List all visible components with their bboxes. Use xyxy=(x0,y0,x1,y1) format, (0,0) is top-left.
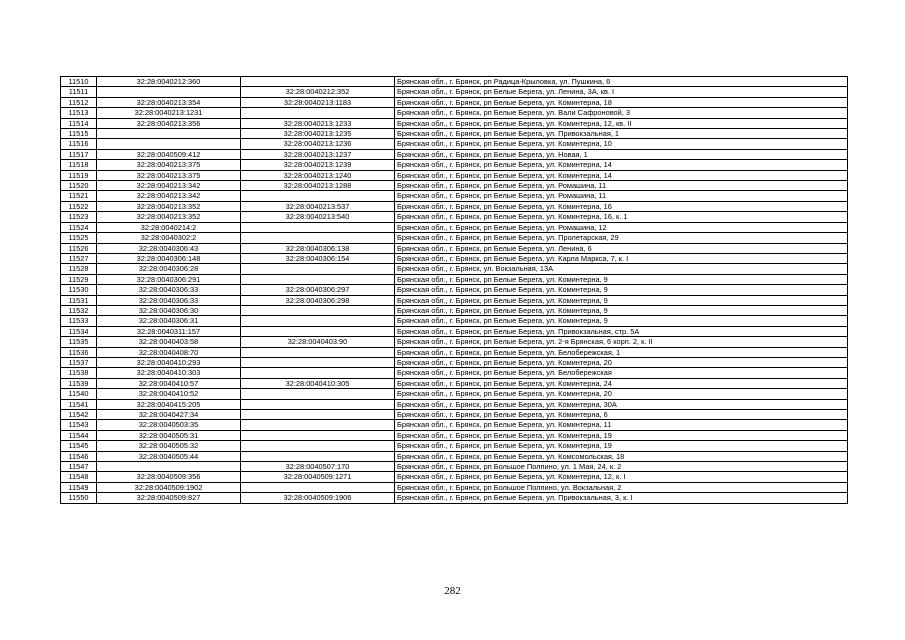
cadastral-number-cell: 32:28:0040306:30 xyxy=(97,305,241,315)
address-cell: Брянская обл., г. Брянск, рп Белые Берега, ул. Коминтерна, 16, к. 1 xyxy=(395,212,848,222)
row-number-cell: 11537 xyxy=(61,357,97,367)
sub-cadastral-number-cell: 32:28:0040213:540 xyxy=(241,212,395,222)
address-cell: Брянская обл., г. Брянск, рп Белые Берега, ул. Коминтерна, 19 xyxy=(395,430,848,440)
address-cell: Брянская обл., г. Брянск, рп Белые Берега, ул. Коминтерна, 14 xyxy=(395,170,848,180)
row-number-cell: 11541 xyxy=(61,399,97,409)
table-row xyxy=(61,295,848,305)
sub-cadastral-number-cell: 32:28:0040509:1906 xyxy=(241,493,395,503)
address-cell: Брянская обл., г. Брянск, рп Белые Берега, ул. Вали Сафроновой, 3 xyxy=(395,108,848,118)
cadastral-number-cell: 32:28:0040505:31 xyxy=(97,430,241,440)
table-row xyxy=(61,493,848,503)
cadastral-number-cell: 32:28:0040306:33 xyxy=(97,295,241,305)
address-cell: Брянская обл., г. Брянск, рп Белые Берега, ул. Коминтерна, 10 xyxy=(395,139,848,149)
table-row xyxy=(61,451,848,461)
row-number-cell: 11515 xyxy=(61,129,97,139)
cadastral-number-cell: 32:28:0040213:342 xyxy=(97,181,241,191)
address-cell: Брянская обл., г. Брянск, рп Белые Берега, ул. Белобережская, 1 xyxy=(395,347,848,357)
sub-cadastral-number-cell xyxy=(241,482,395,492)
address-cell: Брянская обл., г. Брянск, рп Радица-Крыловка, ул. Пушкина, 6 xyxy=(395,77,848,87)
table-row xyxy=(61,212,848,222)
table-row xyxy=(61,181,848,191)
row-number-cell: 11512 xyxy=(61,97,97,107)
sub-cadastral-number-cell xyxy=(241,264,395,274)
table-row xyxy=(61,191,848,201)
address-cell: Брянская обл., г. Брянск, рп Белые Берега, ул. Коминтерна, 12, кв. II xyxy=(395,118,848,128)
table-row xyxy=(61,316,848,326)
row-number-cell: 11525 xyxy=(61,233,97,243)
row-number-cell: 11530 xyxy=(61,285,97,295)
cadastral-number-cell: 32:28:0040509:827 xyxy=(97,493,241,503)
address-cell: Брянская обл., г. Брянск, рп Белые Берега, ул. Коминтерна, 6 xyxy=(395,410,848,420)
row-number-cell: 11516 xyxy=(61,139,97,149)
sub-cadastral-number-cell xyxy=(241,274,395,284)
address-cell: Брянская обл., г. Брянск, рп Белые Берега, ул. Привокзальная, 1 xyxy=(395,129,848,139)
table-row xyxy=(61,305,848,315)
row-number-cell: 11544 xyxy=(61,430,97,440)
row-number-cell: 11518 xyxy=(61,160,97,170)
sub-cadastral-number-cell xyxy=(241,420,395,430)
cadastral-number-cell: 32:28:0040427:34 xyxy=(97,410,241,420)
cadastral-number-cell: 32:28:0040509:1902 xyxy=(97,482,241,492)
cadastral-number-cell: 32:28:0040415:205 xyxy=(97,399,241,409)
table-row xyxy=(61,201,848,211)
row-number-cell: 11534 xyxy=(61,326,97,336)
sub-cadastral-number-cell: 32:28:0040213:1237 xyxy=(241,149,395,159)
cadastral-number-cell: 32:28:0040213:342 xyxy=(97,191,241,201)
row-number-cell: 11527 xyxy=(61,253,97,263)
address-cell: Брянская обл., г. Брянск, рп Белые Берега, ул. Белобережская xyxy=(395,368,848,378)
row-number-cell: 11520 xyxy=(61,181,97,191)
table-row xyxy=(61,399,848,409)
address-cell: Брянская обл., г. Брянск, рп Большое Полпино, ул. Вокзальная, 2 xyxy=(395,482,848,492)
row-number-cell: 11536 xyxy=(61,347,97,357)
sub-cadastral-number-cell: 32:28:0040213:1240 xyxy=(241,170,395,180)
cadastral-number-cell xyxy=(97,129,241,139)
cadastral-number-cell: 32:28:0040213:1231 xyxy=(97,108,241,118)
row-number-cell: 11523 xyxy=(61,212,97,222)
row-number-cell: 11511 xyxy=(61,87,97,97)
sub-cadastral-number-cell xyxy=(241,326,395,336)
address-cell: Брянская обл., г. Брянск, ул. Вокзальная, 13А xyxy=(395,264,848,274)
address-cell: Брянская обл., г. Брянск, рп Белые Берега, ул. Коминтерна, 11 xyxy=(395,420,848,430)
row-number-cell: 11539 xyxy=(61,378,97,388)
table-row xyxy=(61,253,848,263)
sub-cadastral-number-cell xyxy=(241,347,395,357)
address-cell: Брянская обл., г. Брянск, рп Белые Берега, ул. Ленина, 6 xyxy=(395,243,848,253)
row-number-cell: 11526 xyxy=(61,243,97,253)
address-cell: Брянская обл., г. Брянск, рп Белые Берега, ул. Коминтерна, 9 xyxy=(395,295,848,305)
row-number-cell: 11521 xyxy=(61,191,97,201)
table-row xyxy=(61,97,848,107)
cadastral-number-cell: 32:28:0040505:44 xyxy=(97,451,241,461)
sub-cadastral-number-cell: 32:28:0040213:1288 xyxy=(241,181,395,191)
row-number-cell: 11514 xyxy=(61,118,97,128)
table-row xyxy=(61,389,848,399)
row-number-cell: 11522 xyxy=(61,201,97,211)
sub-cadastral-number-cell: 32:28:0040306:298 xyxy=(241,295,395,305)
cadastral-number-cell: 32:28:0040214:2 xyxy=(97,222,241,232)
sub-cadastral-number-cell xyxy=(241,316,395,326)
cadastral-number-cell: 32:28:0040306:148 xyxy=(97,253,241,263)
address-cell: Брянская обл., г. Брянск, рп Белые Берега, ул. Привокзальная, стр. 5А xyxy=(395,326,848,336)
sub-cadastral-number-cell: 32:28:0040306:297 xyxy=(241,285,395,295)
sub-cadastral-number-cell: 32:28:0040212:352 xyxy=(241,87,395,97)
address-cell: Брянская обл., г. Брянск, рп Белые Берега, ул. Коминтерна, 16 xyxy=(395,201,848,211)
table-row xyxy=(61,222,848,232)
sub-cadastral-number-cell xyxy=(241,441,395,451)
address-cell: Брянская обл., г. Брянск, рп Белые Берега, ул. Коминтерна, 9 xyxy=(395,316,848,326)
table-row xyxy=(61,420,848,430)
table-row xyxy=(61,347,848,357)
row-number-cell: 11528 xyxy=(61,264,97,274)
cadastral-number-cell: 32:28:0040509:356 xyxy=(97,472,241,482)
address-cell: Брянская обл., г. Брянск, рп Белые Берега, ул. 2-я Брянская, 6 корп. 2, к. II xyxy=(395,337,848,347)
cadastral-table xyxy=(60,76,848,504)
cadastral-number-cell: 32:28:0040306:31 xyxy=(97,316,241,326)
table-row xyxy=(61,87,848,97)
table-row xyxy=(61,326,848,336)
row-number-cell: 11533 xyxy=(61,316,97,326)
address-cell: Брянская обл., г. Брянск, рп Белые Берега, ул. Привокзальная, 3, к. I xyxy=(395,493,848,503)
page-number: 282 xyxy=(444,585,461,597)
cadastral-number-cell: 32:28:0040213:354 xyxy=(97,97,241,107)
sub-cadastral-number-cell xyxy=(241,305,395,315)
address-cell: Брянская обл., г. Брянск, рп Белые Берега, ул. Ромашина, 11 xyxy=(395,181,848,191)
address-cell: Брянская обл., г. Брянск, рп Белые Берега, ул. Ромашина, 11 xyxy=(395,191,848,201)
sub-cadastral-number-cell: 32:28:0040306:154 xyxy=(241,253,395,263)
table-row xyxy=(61,170,848,180)
table-row xyxy=(61,264,848,274)
sub-cadastral-number-cell xyxy=(241,222,395,232)
row-number-cell: 11535 xyxy=(61,337,97,347)
sub-cadastral-number-cell xyxy=(241,357,395,367)
row-number-cell: 11548 xyxy=(61,472,97,482)
sub-cadastral-number-cell: 32:28:0040213:1183 xyxy=(241,97,395,107)
sub-cadastral-number-cell: 32:28:0040213:1235 xyxy=(241,129,395,139)
sub-cadastral-number-cell xyxy=(241,389,395,399)
cadastral-number-cell xyxy=(97,462,241,472)
address-cell: Брянская обл., г. Брянск, рп Белые Берега, ул. Новая, 1 xyxy=(395,149,848,159)
table-row xyxy=(61,149,848,159)
cadastral-number-cell: 32:28:0040212:360 xyxy=(97,77,241,87)
address-cell: Брянская обл., г. Брянск, рп Большое Полпино, ул. 1 Мая, 24, к. 2 xyxy=(395,462,848,472)
sub-cadastral-number-cell: 32:28:0040213:1236 xyxy=(241,139,395,149)
row-number-cell: 11542 xyxy=(61,410,97,420)
row-number-cell: 11513 xyxy=(61,108,97,118)
cadastral-number-cell: 32:28:0040509:412 xyxy=(97,149,241,159)
sub-cadastral-number-cell xyxy=(241,410,395,420)
cadastral-number-cell: 32:28:0040213:375 xyxy=(97,170,241,180)
address-cell: Брянская обл., г. Брянск, рп Белые Берега, ул. Коминтерна, 19 xyxy=(395,441,848,451)
cadastral-number-cell: 32:28:0040410:52 xyxy=(97,389,241,399)
sub-cadastral-number-cell xyxy=(241,191,395,201)
table-row xyxy=(61,118,848,128)
address-cell: Брянская обл., г. Брянск, рп Белые Берега, ул. Комсомольская, 18 xyxy=(395,451,848,461)
cadastral-number-cell: 32:28:0040213:352 xyxy=(97,212,241,222)
table-row xyxy=(61,108,848,118)
table-row xyxy=(61,462,848,472)
table-row xyxy=(61,472,848,482)
table-row xyxy=(61,129,848,139)
cadastral-number-cell: 32:28:0040306:33 xyxy=(97,285,241,295)
sub-cadastral-number-cell xyxy=(241,108,395,118)
sub-cadastral-number-cell: 32:28:0040507:170 xyxy=(241,462,395,472)
cadastral-number-cell: 32:28:0040505:32 xyxy=(97,441,241,451)
row-number-cell: 11524 xyxy=(61,222,97,232)
address-cell: Брянская обл., г. Брянск, рп Белые Берега, ул. Коминтерна, 24 xyxy=(395,378,848,388)
sub-cadastral-number-cell: 32:28:0040403:90 xyxy=(241,337,395,347)
cadastral-number-cell: 32:28:0040213:375 xyxy=(97,160,241,170)
table-row xyxy=(61,160,848,170)
row-number-cell: 11543 xyxy=(61,420,97,430)
cadastral-number-cell: 32:28:0040410:303 xyxy=(97,368,241,378)
cadastral-number-cell xyxy=(97,139,241,149)
sub-cadastral-number-cell: 32:28:0040410:305 xyxy=(241,378,395,388)
cadastral-number-cell xyxy=(97,87,241,97)
table-row xyxy=(61,441,848,451)
table-row xyxy=(61,233,848,243)
table-row xyxy=(61,357,848,367)
table-row xyxy=(61,243,848,253)
row-number-cell: 11517 xyxy=(61,149,97,159)
table-row xyxy=(61,410,848,420)
address-cell: Брянская обл., г. Брянск, рп Белые Берега, ул. Коминтерна, 12, к. I xyxy=(395,472,848,482)
cadastral-number-cell: 32:28:0040410:293 xyxy=(97,357,241,367)
sub-cadastral-number-cell xyxy=(241,451,395,461)
sub-cadastral-number-cell xyxy=(241,399,395,409)
sub-cadastral-number-cell: 32:28:0040509:1271 xyxy=(241,472,395,482)
row-number-cell: 11519 xyxy=(61,170,97,180)
sub-cadastral-number-cell: 32:28:0040306:138 xyxy=(241,243,395,253)
table-row xyxy=(61,430,848,440)
cadastral-number-cell: 32:28:0040403:58 xyxy=(97,337,241,347)
address-cell: Брянская обл., г. Брянск, рп Белые Берега, ул. Пролетарская, 29 xyxy=(395,233,848,243)
row-number-cell: 11510 xyxy=(61,77,97,87)
row-number-cell: 11540 xyxy=(61,389,97,399)
cadastral-number-cell: 32:28:0040408:70 xyxy=(97,347,241,357)
sub-cadastral-number-cell: 32:28:0040213:537 xyxy=(241,201,395,211)
sub-cadastral-number-cell xyxy=(241,368,395,378)
row-number-cell: 11532 xyxy=(61,305,97,315)
table-row xyxy=(61,139,848,149)
row-number-cell: 11546 xyxy=(61,451,97,461)
row-number-cell: 11550 xyxy=(61,493,97,503)
table-row xyxy=(61,482,848,492)
sub-cadastral-number-cell xyxy=(241,77,395,87)
cadastral-number-cell: 32:28:0040306:28 xyxy=(97,264,241,274)
address-cell: Брянская обл., г. Брянск, рп Белые Берега, ул. Коминтерна, 18 xyxy=(395,97,848,107)
address-cell: Брянская обл., г. Брянск, рп Белые Берега, ул. Коминтерна, 30А xyxy=(395,399,848,409)
address-cell: Брянская обл., г. Брянск, рп Белые Берега, ул. Коминтерна, 20 xyxy=(395,357,848,367)
table-row xyxy=(61,285,848,295)
cadastral-number-cell: 32:28:0040311:157 xyxy=(97,326,241,336)
table-row xyxy=(61,337,848,347)
address-cell: Брянская обл., г. Брянск, рп Белые Берега, ул. Коминтерна, 9 xyxy=(395,305,848,315)
address-cell: Брянская обл., г. Брянск, рп Белые Берега, ул. Карла Маркса, 7, к. I xyxy=(395,253,848,263)
address-cell: Брянская обл., г. Брянск, рп Белые Берега, ул. Коминтерна, 20 xyxy=(395,389,848,399)
table-row xyxy=(61,378,848,388)
cadastral-table-body xyxy=(61,77,848,504)
row-number-cell: 11547 xyxy=(61,462,97,472)
cadastral-number-cell: 32:28:0040302:2 xyxy=(97,233,241,243)
address-cell: Брянская обл., г. Брянск, рп Белые Берега, ул. Ромашина, 12 xyxy=(395,222,848,232)
cadastral-number-cell: 32:28:0040213:352 xyxy=(97,201,241,211)
address-cell: Брянская обл., г. Брянск, рп Белые Берега, ул. Ленина, 3А, кв. I xyxy=(395,87,848,97)
sub-cadastral-number-cell xyxy=(241,430,395,440)
table-row xyxy=(61,368,848,378)
table-row xyxy=(61,77,848,87)
address-cell: Брянская обл., г. Брянск, рп Белые Берега, ул. Коминтерна, 9 xyxy=(395,274,848,284)
address-cell: Брянская обл., г. Брянск, рп Белые Берега, ул. Коминтерна, 9 xyxy=(395,285,848,295)
row-number-cell: 11538 xyxy=(61,368,97,378)
cadastral-number-cell: 32:28:0040213:356 xyxy=(97,118,241,128)
row-number-cell: 11531 xyxy=(61,295,97,305)
address-cell: Брянская обл., г. Брянск, рп Белые Берега, ул. Коминтерна, 14 xyxy=(395,160,848,170)
row-number-cell: 11549 xyxy=(61,482,97,492)
sub-cadastral-number-cell xyxy=(241,233,395,243)
cadastral-number-cell: 32:28:0040503:35 xyxy=(97,420,241,430)
row-number-cell: 11545 xyxy=(61,441,97,451)
sub-cadastral-number-cell: 32:28:0040213:1233 xyxy=(241,118,395,128)
row-number-cell: 11529 xyxy=(61,274,97,284)
cadastral-number-cell: 32:28:0040410:57 xyxy=(97,378,241,388)
table-row xyxy=(61,274,848,284)
cadastral-number-cell: 32:28:0040306:291 xyxy=(97,274,241,284)
sub-cadastral-number-cell: 32:28:0040213:1239 xyxy=(241,160,395,170)
cadastral-number-cell: 32:28:0040306:43 xyxy=(97,243,241,253)
